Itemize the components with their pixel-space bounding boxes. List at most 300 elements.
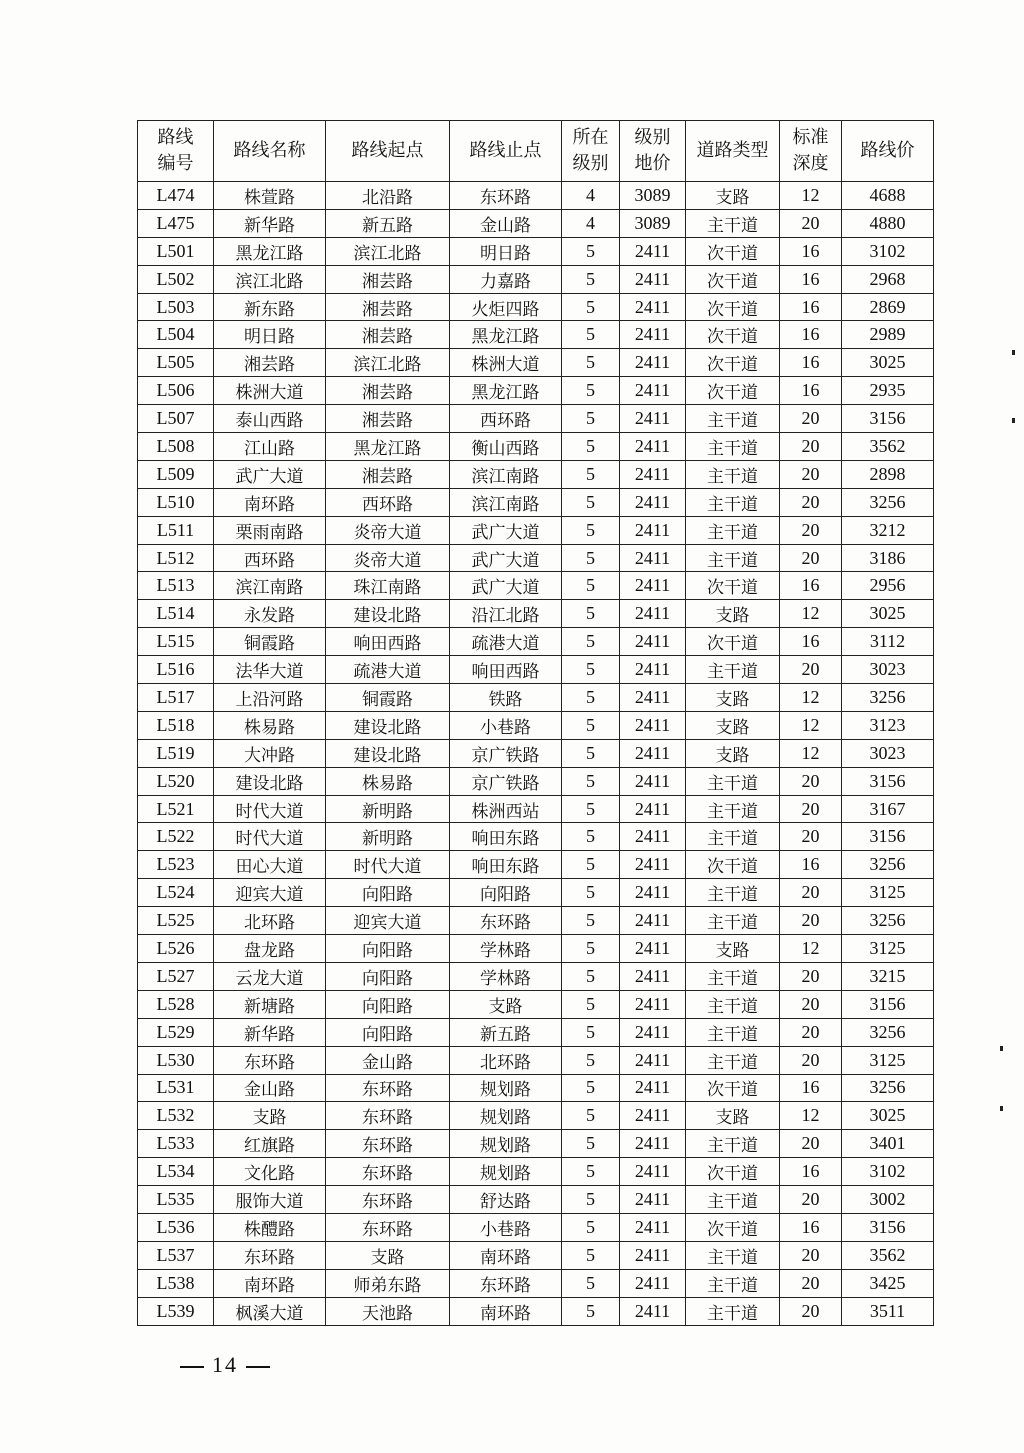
table-cell: 响田西路	[450, 656, 562, 684]
table-cell: 2411	[620, 935, 686, 963]
table-cell: L507	[138, 405, 214, 433]
dash-left	[180, 1366, 204, 1368]
table-cell: 16	[780, 1213, 842, 1241]
table-cell: 5	[562, 907, 620, 935]
table-cell: 20	[780, 488, 842, 516]
table-cell: 3156	[842, 405, 934, 433]
table-cell: L520	[138, 767, 214, 795]
table-cell: 支路	[686, 711, 780, 739]
table-cell: 5	[562, 711, 620, 739]
table-cell: 学林路	[450, 962, 562, 990]
table-cell: 主干道	[686, 1046, 780, 1074]
table-cell: 武广大道	[450, 572, 562, 600]
table-cell: 东环路	[214, 1241, 326, 1269]
table-cell: 建设北路	[326, 739, 450, 767]
table-cell: 黑龙江路	[450, 321, 562, 349]
table-cell: 向阳路	[326, 990, 450, 1018]
table-cell: 5	[562, 1046, 620, 1074]
table-cell: 武广大道	[450, 544, 562, 572]
table-cell: 20	[780, 1297, 842, 1325]
table-cell: 2411	[620, 1102, 686, 1130]
table-cell: L537	[138, 1241, 214, 1269]
table-cell: 2411	[620, 1186, 686, 1214]
table-cell: 20	[780, 962, 842, 990]
column-header: 路线起点	[326, 121, 450, 182]
table-cell: 主干道	[686, 488, 780, 516]
table-cell: 2411	[620, 572, 686, 600]
table-cell: 20	[780, 990, 842, 1018]
table-cell: 主干道	[686, 907, 780, 935]
table-cell: 新五路	[326, 209, 450, 237]
table-cell: 次干道	[686, 237, 780, 265]
table-cell: 黑龙江路	[214, 237, 326, 265]
table-cell: 东环路	[326, 1074, 450, 1102]
table-cell: 2411	[620, 990, 686, 1018]
table-row	[138, 990, 934, 1018]
table-row	[138, 377, 934, 405]
table-cell: 2411	[620, 907, 686, 935]
table-cell: 小巷路	[450, 711, 562, 739]
table-cell: 次干道	[686, 1158, 780, 1186]
table-cell: 5	[562, 572, 620, 600]
table-body	[138, 182, 934, 1326]
table-cell: 5	[562, 265, 620, 293]
table-cell: 5	[562, 935, 620, 963]
table-row	[138, 656, 934, 684]
table-cell: 2411	[620, 656, 686, 684]
table-cell: 5	[562, 684, 620, 712]
table-cell: 主干道	[686, 1186, 780, 1214]
table-cell: L536	[138, 1213, 214, 1241]
table-cell: 2411	[620, 293, 686, 321]
table-cell: 16	[780, 293, 842, 321]
table-cell: L513	[138, 572, 214, 600]
land-price-table	[137, 120, 934, 1326]
table-cell: 次干道	[686, 572, 780, 600]
table-cell: 3425	[842, 1269, 934, 1297]
table-cell: 12	[780, 739, 842, 767]
table-cell: L514	[138, 600, 214, 628]
table-cell: 3256	[842, 851, 934, 879]
table-cell: 5	[562, 767, 620, 795]
table-cell: 主干道	[686, 1269, 780, 1297]
table-cell: 株洲大道	[450, 349, 562, 377]
table-cell: 5	[562, 739, 620, 767]
table-cell: 主干道	[686, 990, 780, 1018]
table-cell: 珠江南路	[326, 572, 450, 600]
table-cell: 次干道	[686, 851, 780, 879]
table-cell: 向阳路	[450, 879, 562, 907]
table-cell: 5	[562, 544, 620, 572]
table-cell: 4	[562, 209, 620, 237]
table-cell: 新明路	[326, 823, 450, 851]
table-cell: 5	[562, 1130, 620, 1158]
table-cell: 时代大道	[214, 795, 326, 823]
table-row	[138, 684, 934, 712]
table-cell: 16	[780, 851, 842, 879]
table-cell: L538	[138, 1269, 214, 1297]
table-cell: L532	[138, 1102, 214, 1130]
table-cell: 主干道	[686, 767, 780, 795]
table-row	[138, 879, 934, 907]
table-cell: 迎宾大道	[214, 879, 326, 907]
table-cell: 3025	[842, 349, 934, 377]
table-cell: 京广铁路	[450, 739, 562, 767]
table-row	[138, 1130, 934, 1158]
table-cell: 20	[780, 1018, 842, 1046]
table-cell: 2411	[620, 684, 686, 712]
table-cell: 2411	[620, 1130, 686, 1158]
table-cell: 小巷路	[450, 1213, 562, 1241]
table-cell: 黑龙江路	[450, 377, 562, 405]
table-cell: L535	[138, 1186, 214, 1214]
page-number	[172, 1352, 278, 1378]
table-cell: 2411	[620, 1213, 686, 1241]
table-cell: 主干道	[686, 823, 780, 851]
table-cell: 法华大道	[214, 656, 326, 684]
table-row	[138, 739, 934, 767]
table-row	[138, 767, 934, 795]
table-cell: 金山路	[214, 1074, 326, 1102]
table-row	[138, 1269, 934, 1297]
table-cell: 5	[562, 321, 620, 349]
table-cell: 主干道	[686, 460, 780, 488]
table-cell: 3125	[842, 879, 934, 907]
table-cell: 3167	[842, 795, 934, 823]
table-cell: 师弟东路	[326, 1269, 450, 1297]
column-header: 所在 级别	[562, 121, 620, 182]
table-cell: 东环路	[326, 1102, 450, 1130]
table-cell: 东环路	[326, 1158, 450, 1186]
table-cell: 舒达路	[450, 1186, 562, 1214]
table-row	[138, 544, 934, 572]
table-cell: 16	[780, 237, 842, 265]
table-cell: 湘芸路	[326, 265, 450, 293]
table-cell: 3212	[842, 516, 934, 544]
table-cell: 迎宾大道	[326, 907, 450, 935]
table-cell: 株醴路	[214, 1213, 326, 1241]
table-cell: L512	[138, 544, 214, 572]
table-cell: 铜霞路	[214, 628, 326, 656]
table-cell: L508	[138, 433, 214, 461]
table-cell: 2411	[620, 321, 686, 349]
margin-mark	[1012, 350, 1015, 355]
table-cell: 滨江南路	[214, 572, 326, 600]
table-cell: L519	[138, 739, 214, 767]
table-cell: 支路	[686, 739, 780, 767]
table-cell: 株易路	[214, 711, 326, 739]
table-cell: 3125	[842, 1046, 934, 1074]
table-cell: 炎帝大道	[326, 516, 450, 544]
table-cell: 黑龙江路	[326, 433, 450, 461]
table-cell: 滨江北路	[326, 237, 450, 265]
table-cell: 5	[562, 516, 620, 544]
table-row	[138, 349, 934, 377]
table-cell: 云龙大道	[214, 962, 326, 990]
table-cell: 5	[562, 990, 620, 1018]
table-cell: 向阳路	[326, 962, 450, 990]
table-cell: 永发路	[214, 600, 326, 628]
table-cell: 3215	[842, 962, 934, 990]
table-cell: 2411	[620, 962, 686, 990]
table-row	[138, 321, 934, 349]
table-cell: 铁路	[450, 684, 562, 712]
table-row	[138, 935, 934, 963]
table-cell: L529	[138, 1018, 214, 1046]
table-cell: 5	[562, 1186, 620, 1214]
table-cell: 3025	[842, 1102, 934, 1130]
table-cell: 沿江北路	[450, 600, 562, 628]
table-cell: 2411	[620, 1158, 686, 1186]
table-cell: 疏港大道	[450, 628, 562, 656]
table-cell: 20	[780, 879, 842, 907]
table-cell: 服饰大道	[214, 1186, 326, 1214]
table-cell: 5	[562, 823, 620, 851]
table-cell: 3256	[842, 1018, 934, 1046]
table-cell: 铜霞路	[326, 684, 450, 712]
table-cell: 滨江南路	[450, 488, 562, 516]
table-cell: 江山路	[214, 433, 326, 461]
table-row	[138, 1046, 934, 1074]
table-cell: 支路	[450, 990, 562, 1018]
table-cell: 上沿河路	[214, 684, 326, 712]
table-cell: L534	[138, 1158, 214, 1186]
table-cell: 西环路	[214, 544, 326, 572]
table-cell: 田心大道	[214, 851, 326, 879]
table-cell: 3562	[842, 1241, 934, 1269]
table-row	[138, 1241, 934, 1269]
table-cell: 20	[780, 907, 842, 935]
table-cell: 湘芸路	[326, 405, 450, 433]
table-cell: 20	[780, 433, 842, 461]
table-cell: 新五路	[450, 1018, 562, 1046]
table-cell: 文化路	[214, 1158, 326, 1186]
table-cell: 北沿路	[326, 182, 450, 210]
table-cell: 主干道	[686, 962, 780, 990]
table-cell: 响田东路	[450, 851, 562, 879]
table-cell: 2411	[620, 405, 686, 433]
table-cell: 武广大道	[450, 516, 562, 544]
table-cell: 东环路	[326, 1186, 450, 1214]
table-cell: L533	[138, 1130, 214, 1158]
table-cell: L524	[138, 879, 214, 907]
column-header: 路线价	[842, 121, 934, 182]
table-cell: 2411	[620, 739, 686, 767]
table-cell: 16	[780, 377, 842, 405]
table-cell: 株易路	[326, 767, 450, 795]
table-cell: 2411	[620, 767, 686, 795]
table-cell: 湘芸路	[214, 349, 326, 377]
table-cell: 2411	[620, 823, 686, 851]
table-cell: 5	[562, 1213, 620, 1241]
table-cell: 5	[562, 293, 620, 321]
table-cell: L530	[138, 1046, 214, 1074]
table-cell: 向阳路	[326, 935, 450, 963]
table-cell: 20	[780, 656, 842, 684]
table-cell: 衡山西路	[450, 433, 562, 461]
table-header-row	[138, 121, 934, 182]
table-cell: L503	[138, 293, 214, 321]
table-cell: 5	[562, 628, 620, 656]
table-cell: 12	[780, 600, 842, 628]
table-row	[138, 488, 934, 516]
table-cell: 20	[780, 405, 842, 433]
table-cell: 力嘉路	[450, 265, 562, 293]
margin-mark	[1000, 1046, 1003, 1051]
table-row	[138, 795, 934, 823]
table-cell: 支路	[686, 1102, 780, 1130]
table-cell: 2411	[620, 1241, 686, 1269]
table-cell: L509	[138, 460, 214, 488]
table-cell: 北环路	[214, 907, 326, 935]
table-cell: 支路	[214, 1102, 326, 1130]
table-cell: L531	[138, 1074, 214, 1102]
table-cell: 2411	[620, 544, 686, 572]
table-cell: 枫溪大道	[214, 1297, 326, 1325]
table-cell: 20	[780, 209, 842, 237]
table-cell: 规划路	[450, 1102, 562, 1130]
table-row	[138, 907, 934, 935]
table-cell: 南环路	[450, 1241, 562, 1269]
table-cell: L511	[138, 516, 214, 544]
table-cell: 金山路	[450, 209, 562, 237]
table-cell: 东环路	[214, 1046, 326, 1074]
table-cell: 5	[562, 879, 620, 907]
table-cell: 支路	[686, 684, 780, 712]
table-cell: 支路	[326, 1241, 450, 1269]
table-row	[138, 182, 934, 210]
dash-right	[246, 1366, 270, 1368]
table-cell: 京广铁路	[450, 767, 562, 795]
table-row	[138, 237, 934, 265]
table-row	[138, 1213, 934, 1241]
table-row	[138, 405, 934, 433]
table-cell: 明日路	[450, 237, 562, 265]
table-row	[138, 572, 934, 600]
table-cell: 5	[562, 795, 620, 823]
table-cell: L526	[138, 935, 214, 963]
table-cell: 武广大道	[214, 460, 326, 488]
table-cell: 响田西路	[326, 628, 450, 656]
table-cell: 3102	[842, 1158, 934, 1186]
page-number-text: 14	[212, 1352, 238, 1377]
table-cell: 5	[562, 1269, 620, 1297]
table-cell: 2898	[842, 460, 934, 488]
table-row	[138, 1018, 934, 1046]
table-cell: 主干道	[686, 1130, 780, 1158]
table-cell: 新华路	[214, 209, 326, 237]
column-header: 路线止点	[450, 121, 562, 182]
table-cell: 火炬四路	[450, 293, 562, 321]
table-cell: 主干道	[686, 433, 780, 461]
table-cell: 5	[562, 656, 620, 684]
table-cell: 20	[780, 544, 842, 572]
table-cell: 5	[562, 349, 620, 377]
table-row	[138, 962, 934, 990]
table-cell: 株洲大道	[214, 377, 326, 405]
table-cell: 3156	[842, 767, 934, 795]
table-cell: 20	[780, 1186, 842, 1214]
table-cell: 4880	[842, 209, 934, 237]
table-cell: 2411	[620, 377, 686, 405]
table-row	[138, 265, 934, 293]
table-cell: 主干道	[686, 544, 780, 572]
table-cell: 泰山西路	[214, 405, 326, 433]
table-cell: 3123	[842, 711, 934, 739]
table-cell: 大冲路	[214, 739, 326, 767]
table-cell: 主干道	[686, 516, 780, 544]
table-cell: 次干道	[686, 628, 780, 656]
table-cell: 2411	[620, 851, 686, 879]
table-cell: 20	[780, 1241, 842, 1269]
table-cell: 2411	[620, 795, 686, 823]
table-cell: 20	[780, 1130, 842, 1158]
table-cell: 3089	[620, 182, 686, 210]
table-cell: L515	[138, 628, 214, 656]
table-cell: 时代大道	[326, 851, 450, 879]
table-cell: L522	[138, 823, 214, 851]
table-cell: 南环路	[214, 488, 326, 516]
table-cell: 2411	[620, 237, 686, 265]
table-cell: 12	[780, 935, 842, 963]
table-cell: L502	[138, 265, 214, 293]
table-row	[138, 433, 934, 461]
table-row	[138, 209, 934, 237]
table-cell: 东环路	[450, 182, 562, 210]
table-cell: 3002	[842, 1186, 934, 1214]
table-cell: 2411	[620, 1297, 686, 1325]
table-cell: 盘龙路	[214, 935, 326, 963]
table-cell: 3023	[842, 739, 934, 767]
table-cell: 2411	[620, 265, 686, 293]
table-cell: L475	[138, 209, 214, 237]
table-row	[138, 1186, 934, 1214]
table-cell: 12	[780, 711, 842, 739]
table-cell: 时代大道	[214, 823, 326, 851]
table-cell: 支路	[686, 182, 780, 210]
table-row	[138, 851, 934, 879]
table-cell: L516	[138, 656, 214, 684]
table-cell: 北环路	[450, 1046, 562, 1074]
table-cell: 2411	[620, 433, 686, 461]
table-cell: 湘芸路	[326, 293, 450, 321]
table-cell: 新明路	[326, 795, 450, 823]
table-row	[138, 1074, 934, 1102]
table-cell: 5	[562, 1241, 620, 1269]
table-cell: 3125	[842, 935, 934, 963]
table-cell: 西环路	[326, 488, 450, 516]
table-cell: 2411	[620, 1018, 686, 1046]
table-cell: 次干道	[686, 1213, 780, 1241]
table-cell: 5	[562, 600, 620, 628]
table-row	[138, 460, 934, 488]
table-cell: L518	[138, 711, 214, 739]
table-cell: 东环路	[326, 1130, 450, 1158]
table-cell: 5	[562, 1158, 620, 1186]
table-row	[138, 600, 934, 628]
table-cell: 5	[562, 237, 620, 265]
table-cell: 主干道	[686, 1241, 780, 1269]
table-cell: 2411	[620, 600, 686, 628]
margin-mark	[1012, 418, 1015, 423]
table-cell: 5	[562, 377, 620, 405]
table-cell: 响田东路	[450, 823, 562, 851]
table-cell: 3256	[842, 488, 934, 516]
table-cell: 次干道	[686, 1074, 780, 1102]
table-cell: 湘芸路	[326, 321, 450, 349]
table-cell: 疏港大道	[326, 656, 450, 684]
table-cell: 湘芸路	[326, 460, 450, 488]
